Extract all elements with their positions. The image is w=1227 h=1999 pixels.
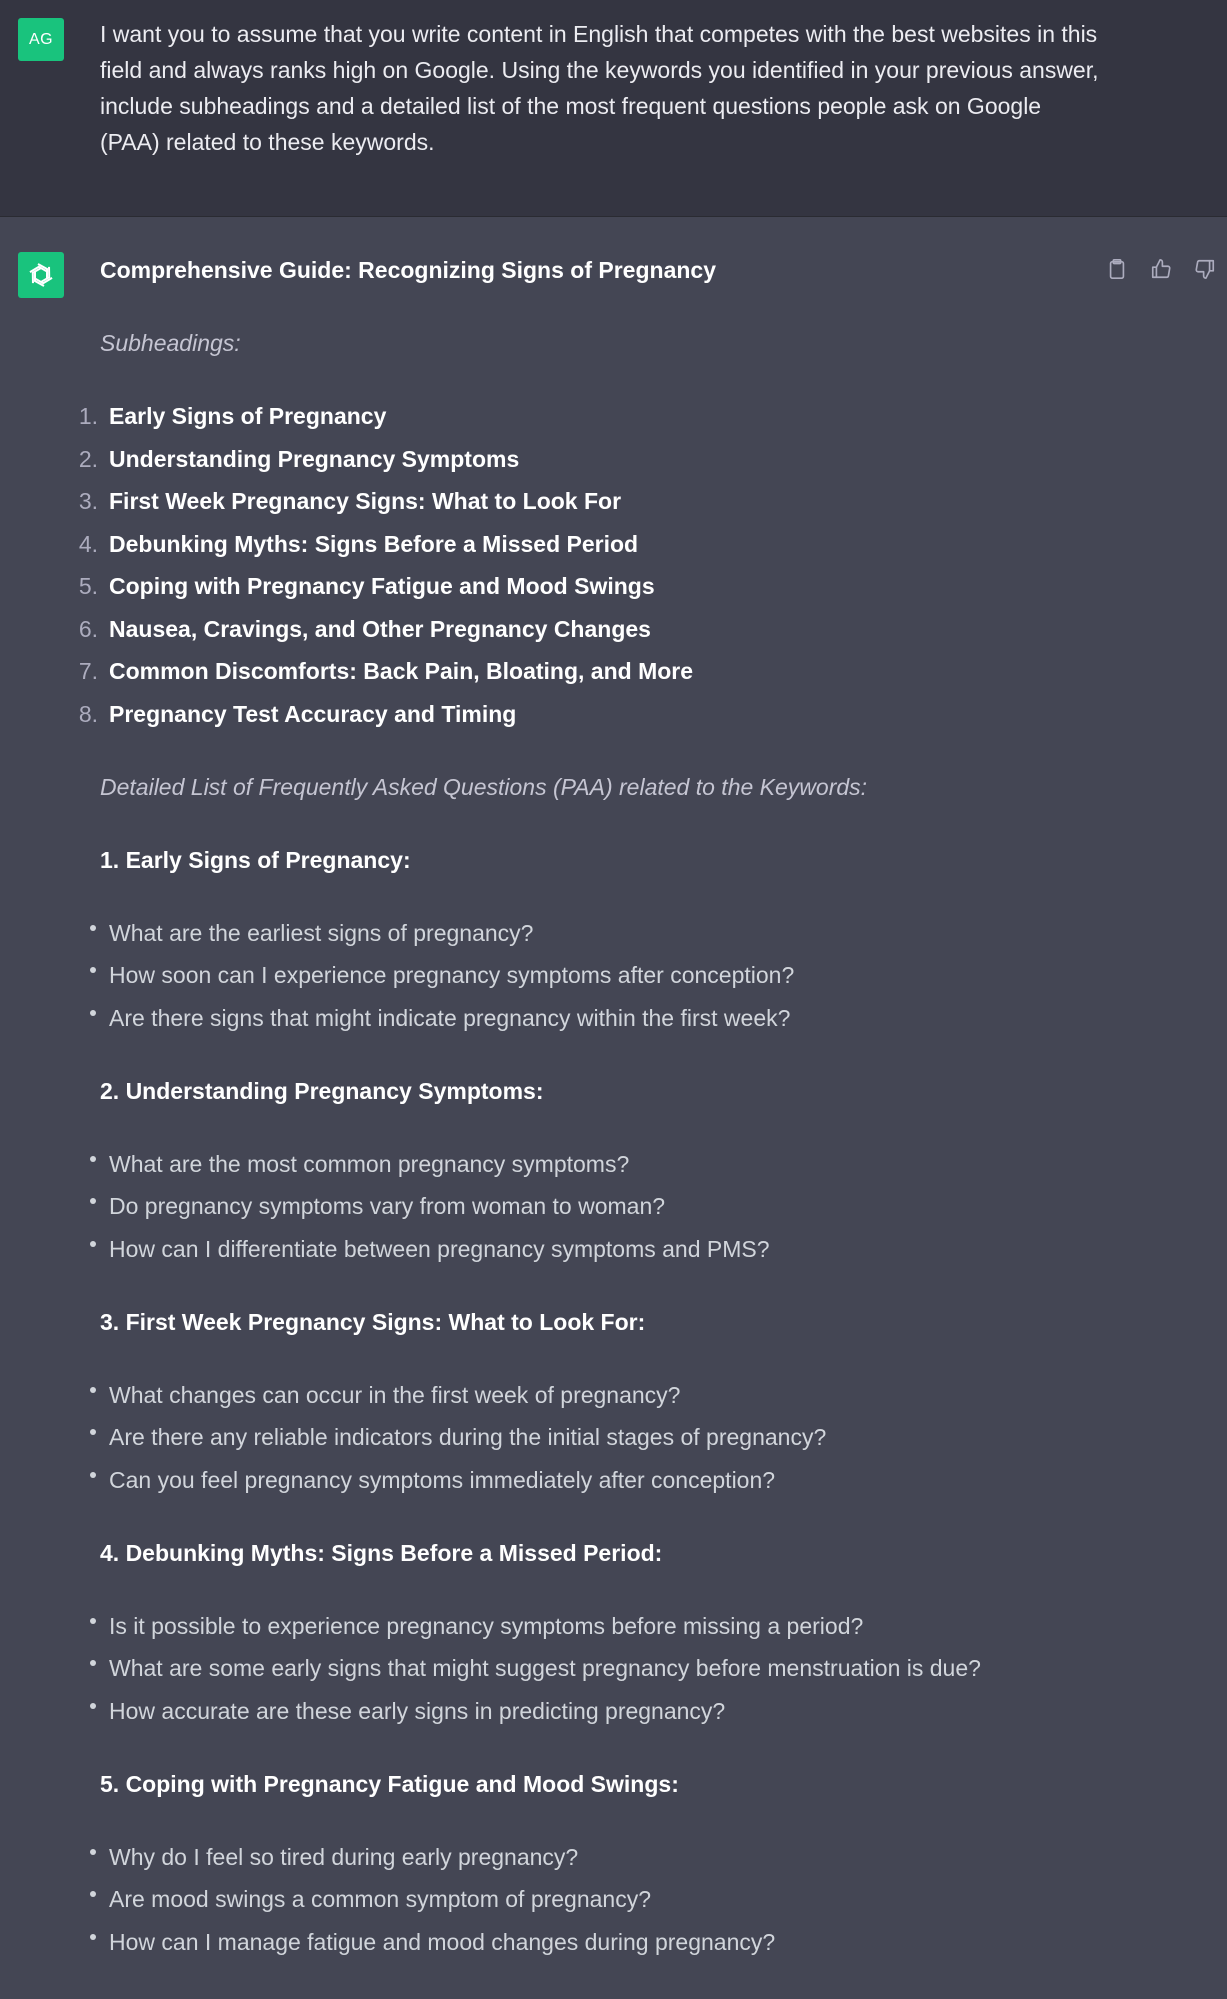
section-title: 3. First Week Pregnancy Signs: What to Look For:: [100, 1308, 646, 1335]
question-list: [100, 1147, 1120, 1266]
question-list: [100, 916, 1120, 1035]
list-item: 3. First Week Pregnancy Signs: What to Look For: [78, 488, 622, 514]
thumbs-up-button[interactable]: [1149, 257, 1173, 281]
list-item: What changes can occur in the first week of pregnancy?: [100, 1378, 1120, 1412]
question-list: [100, 1609, 1120, 1728]
question-list: [100, 1378, 1120, 1497]
assistant-message: [0, 217, 1227, 1999]
list-item: Do pregnancy symptoms vary from woman to woman?: [100, 1189, 1120, 1223]
assistant-content: [78, 253, 1120, 1967]
subheadings-label: Subheadings:: [100, 330, 241, 356]
thumbs-down-icon: [1194, 258, 1216, 280]
message-actions: [1105, 257, 1217, 281]
section-title: 2. Understanding Pregnancy Symptoms:: [100, 1077, 544, 1104]
thumbs-down-button[interactable]: [1193, 257, 1217, 281]
question-list: [100, 1840, 1120, 1959]
list-item: How accurate are these early signs in predicting pregnancy?: [100, 1694, 1120, 1728]
paa-label: Detailed List of Frequently Asked Questions (PAA) related to the Keywords:: [100, 773, 868, 800]
list-item: 6. Nausea, Cravings, and Other Pregnancy Changes: [78, 615, 651, 642]
list-item: How soon can I experience pregnancy symptoms after conception?: [100, 958, 1120, 992]
section-title: 1. Early Signs of Pregnancy:: [100, 846, 411, 873]
user-message-text: I want you to assume that you write content in English that competes with the best websites in this field and always ranks high on Google. Using the keywords you identified in your previous answer, include subheadings and a detailed list of the most frequent questions people ask on Google (PAA) related to these keywords.: [100, 21, 1099, 155]
list-item: What are the earliest signs of pregnancy?: [100, 916, 1120, 950]
list-item: 8. Pregnancy Test Accuracy and Timing: [78, 700, 517, 727]
list-item: 4. Debunking Myths: Signs Before a Missed Period: [78, 530, 639, 557]
list-item: How can I differentiate between pregnancy symptoms and PMS?: [100, 1232, 1120, 1266]
list-item: Can you feel pregnancy symptoms immediately after conception?: [100, 1463, 1120, 1497]
response-title: Comprehensive Guide: Recognizing Signs of Pregnancy: [100, 257, 716, 283]
section-title: 4. Debunking Myths: Signs Before a Missed Period:: [100, 1539, 663, 1566]
list-item: What are the most common pregnancy symptoms?: [100, 1147, 1120, 1181]
openai-logo-icon: [25, 259, 57, 291]
subheadings-list: [78, 399, 1120, 731]
list-item: 7. Common Discomforts: Back Pain, Bloating, and More: [78, 658, 694, 684]
list-item: What are some early signs that might suggest pregnancy before menstruation is due?: [100, 1651, 1120, 1685]
list-item: Are there any reliable indicators during the initial stages of pregnancy?: [100, 1420, 1120, 1454]
assistant-avatar: [18, 252, 64, 298]
list-item: 5. Coping with Pregnancy Fatigue and Mood Swings: [78, 573, 655, 599]
list-item: How can I manage fatigue and mood changes during pregnancy?: [100, 1925, 1120, 1959]
thumbs-up-icon: [1150, 258, 1172, 280]
list-item: 2. Understanding Pregnancy Symptoms: [78, 445, 520, 472]
section-title: 5. Coping with Pregnancy Fatigue and Mood Swings:: [100, 1770, 679, 1797]
list-item: Are there signs that might indicate pregnancy within the first week?: [100, 1001, 1120, 1035]
list-item: Is it possible to experience pregnancy symptoms before missing a period?: [100, 1609, 1120, 1643]
list-item: Are mood swings a common symptom of pregnancy?: [100, 1882, 1120, 1916]
list-item: Why do I feel so tired during early pregnancy?: [100, 1840, 1120, 1874]
user-message: [0, 0, 1227, 217]
user-avatar: AG: [18, 18, 64, 61]
list-item: 1. Early Signs of Pregnancy: [78, 403, 387, 429]
